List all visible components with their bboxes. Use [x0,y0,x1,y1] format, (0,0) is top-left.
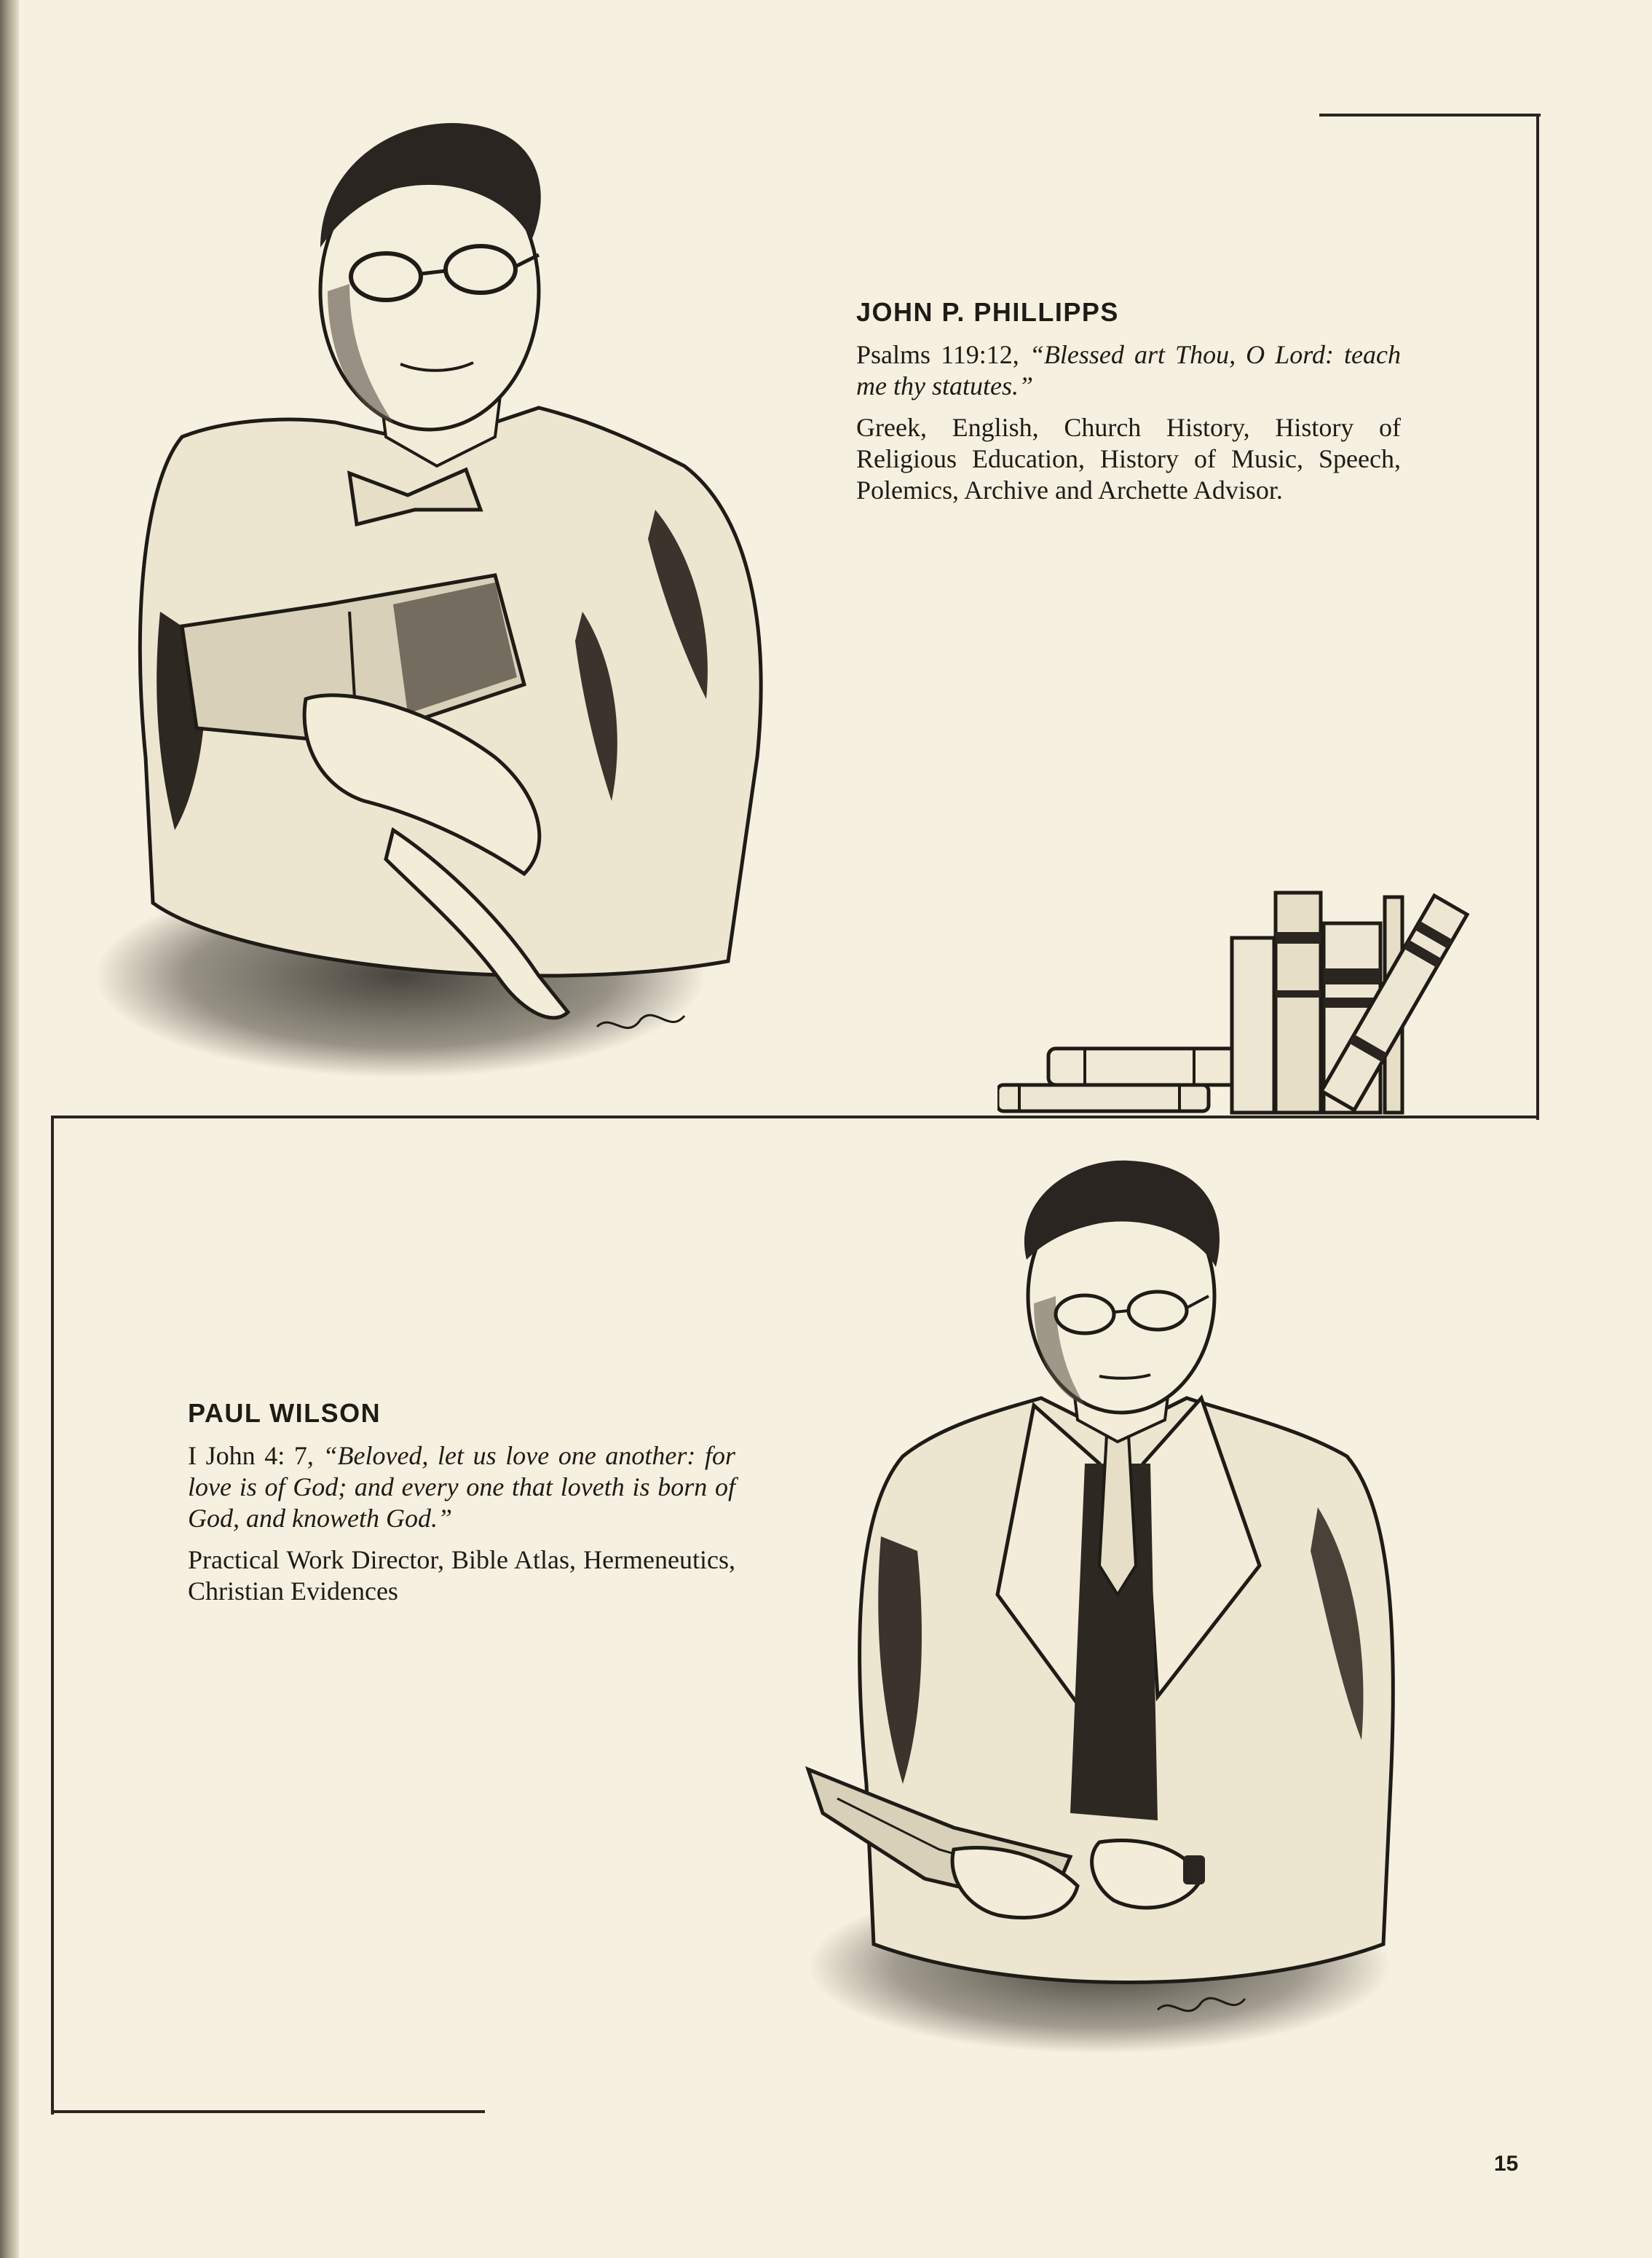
books-illustration [997,888,1536,1121]
faculty-name: JOHN P. PHILLIPPS [856,297,1119,327]
bottom-frame-bottom-line [51,2110,485,2113]
portrait-paul-wilson [794,1158,1412,2061]
page-binding-shadow [0,0,19,2258]
faculty-subjects: Greek, English, Church History, History of Religious Education, History of Music, Speech, Polemics, Archive and Archette Advisor. [856,413,1401,505]
faculty-verse [856,339,1401,402]
bottom-frame-left-line [51,1116,54,2115]
faculty-entry-paul-wilson [188,1398,735,1617]
verse-reference: Psalms 119:12, [856,340,1019,369]
verse-quote: “Beloved, let us love one another: for love is of God; and every one that loveth is born of God, and knoweth God.” [188,1441,736,1533]
faculty-entry-john-phillipps [856,297,1401,516]
page-number: 15 [1494,2152,1519,2176]
faculty-name: PAUL WILSON [188,1398,382,1428]
portrait-john-phillipps [87,102,786,1092]
faculty-subjects: Practical Work Director, Bible Atlas, Hermeneutics, Christian Evidences [188,1545,735,1606]
verse-quote: “Blessed art Thou, O Lord: teach me thy statutes.” [856,340,1401,400]
top-frame-right-line [1536,114,1539,1120]
verse-reference: I John 4: 7, [188,1441,314,1470]
faculty-verse [188,1440,735,1534]
top-frame-top-line [1319,114,1541,117]
